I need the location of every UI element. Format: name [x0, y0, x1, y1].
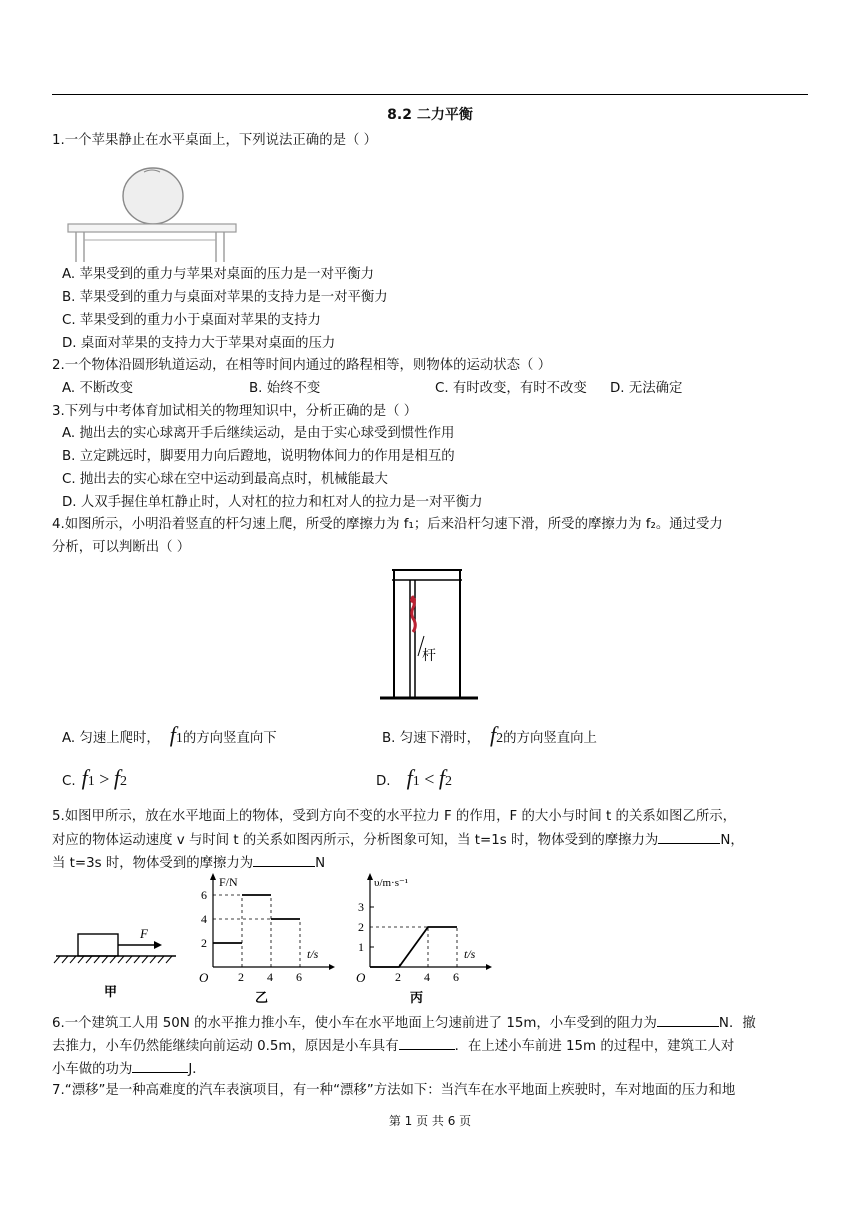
figure-jia — [52, 900, 182, 1004]
apple-table-figure — [62, 160, 242, 264]
q4-option-a-prefix: A. 匀速上爬时， — [62, 731, 160, 746]
q1-stem: 1.一个苹果静止在水平桌面上，下列说法正确的是（ ） — [52, 133, 378, 148]
q4-option-b[interactable] — [382, 720, 597, 754]
q5-answer-blank-2[interactable] — [253, 852, 315, 867]
figure-yi-caption: 乙 — [255, 990, 269, 1005]
q2-option-c[interactable]: C. 有时改变，有时不改变 — [435, 381, 587, 396]
q1-option-a[interactable]: A. 苹果受到的重力与苹果对桌面的压力是一对平衡力 — [62, 267, 375, 282]
f-ytick-2: 6 — [201, 888, 207, 902]
force-label: F — [140, 926, 148, 941]
q3-option-c[interactable]: C. 抛出去的实心球在空中运动到最高点时，机械能最大 — [62, 472, 388, 487]
q4-option-c-f1: f — [81, 765, 88, 790]
q4-option-c-operator: > — [94, 769, 114, 789]
chart-velocity-time — [352, 872, 502, 1008]
chart-force-time — [195, 872, 335, 1008]
q4-option-d-operator: < — [419, 769, 439, 789]
q2-option-d[interactable]: D. 无法确定 — [610, 381, 683, 396]
q6-line3 — [52, 1058, 206, 1081]
q4-option-d[interactable] — [376, 763, 452, 797]
chart-f-xlabel: t/s — [307, 947, 319, 961]
chart-v-xlabel: t/s — [464, 947, 476, 961]
v-series-line — [370, 927, 457, 967]
f-xtick-1: 4 — [267, 970, 273, 984]
q4-stem-line2: 分析，可以判断出（ ） — [52, 540, 191, 555]
q5-line2 — [52, 829, 744, 852]
q6-line2-suffix: ．在上述小车前进 15m 的过程中，建筑工人对 — [454, 1039, 735, 1054]
chart-f-y-arrow — [210, 873, 216, 880]
q1-option-b[interactable]: B. 苹果受到的重力与桌面对苹果的支持力是一对平衡力 — [62, 290, 388, 305]
chart-f-origin: O — [199, 970, 209, 985]
q2-stem: 2.一个物体沿圆形轨道运动，在相等时间内通过的路程相等，则物体的运动状态（ ） — [52, 358, 552, 373]
q2-option-a[interactable]: A. 不断改变 — [62, 381, 133, 396]
q3-option-a[interactable]: A. 抛出去的实心球离开手后继续运动，是由于实心球受到惯性作用 — [62, 426, 455, 441]
v-ytick-1: 2 — [358, 920, 364, 934]
q5-line3-text: 当 t=3s 时，物体受到的摩擦力为 — [52, 856, 254, 871]
q4-option-c-f2: f — [113, 765, 121, 790]
q4-option-d-sub2: 2 — [444, 774, 452, 789]
q4-option-c-prefix: C. — [62, 774, 76, 789]
q6-line2 — [52, 1035, 734, 1058]
chart-v-origin: O — [356, 970, 366, 985]
q5-answer-blank-1[interactable] — [658, 829, 720, 844]
v-xtick-1: 4 — [424, 970, 430, 984]
f-ytick-0: 2 — [201, 936, 207, 950]
pole-label: 杆 — [422, 649, 436, 664]
q5-line3-unit: N — [315, 856, 326, 871]
chart-f-ylabel: F/N — [219, 875, 238, 889]
q5-line2-unit: N， — [720, 833, 744, 848]
q5-line1: 5.如图甲所示，放在水平地面上的物体，受到方向不变的水平拉力 F 的作用，F 的大小与时间 t 的关系如图乙所示， — [52, 809, 737, 824]
pole-climbing-figure — [378, 566, 480, 706]
q4-option-d-sub1: 1 — [412, 774, 420, 789]
q3-stem: 3.下列与中考体育加试相关的物理知识中，分析正确的是（ ） — [52, 404, 418, 419]
q2-option-b[interactable]: B. 始终不变 — [249, 381, 321, 396]
q6-line1-text: 6.一个建筑工人用 50N 的水平推力推小车，使小车在水平地面上匀速前进了 15m，小车受到的阻力为 — [52, 1016, 657, 1031]
q4-option-a-subscript: 1 — [175, 731, 183, 746]
q4-option-a-symbol: f — [169, 722, 176, 747]
q4-option-d-f1: f — [406, 765, 413, 790]
q6-line1 — [52, 1012, 756, 1035]
f-xtick-0: 2 — [238, 970, 244, 984]
v-ytick-0: 1 — [358, 940, 364, 954]
q4-option-c-sub1: 1 — [87, 774, 95, 789]
f-xtick-2: 6 — [296, 970, 302, 984]
chart-f-x-arrow — [329, 964, 335, 970]
q4-option-b-subscript: 2 — [496, 731, 504, 746]
page-footer: 第 1 页 共 6 页 — [388, 1114, 472, 1128]
q4-option-a[interactable] — [62, 720, 277, 754]
q4-option-d-prefix: D. — [376, 774, 391, 789]
header-rule — [52, 94, 808, 95]
q5-line2-text: 对应的物体运动速度 v 与时间 t 的关系如图丙所示，分析图象可知，当 t=1s 时，物体受到的摩擦力为 — [52, 833, 659, 848]
q4-stem-line1: 4.如图所示，小明沿着竖直的杆匀速上爬，所受的摩擦力为 f₁；后来沿杆匀速下滑，所受的摩擦力为 f₂。通过受力 — [52, 517, 723, 532]
q6-answer-blank-2[interactable] — [399, 1035, 455, 1050]
q4-option-c[interactable] — [62, 763, 127, 797]
chart-v-ylabel: υ/m·s⁻¹ — [374, 877, 409, 889]
q4-option-b-prefix: B. 匀速下滑时， — [382, 731, 481, 746]
q1-option-d[interactable]: D. 桌面对苹果的支持力大于苹果对桌面的压力 — [62, 336, 336, 351]
q4-option-b-suffix: 的方向竖直向上 — [503, 731, 597, 746]
q6-answer-blank-1[interactable] — [657, 1012, 719, 1027]
q7-line1: 7.“漂移”是一种高难度的汽车表演项目，有一种“漂移”方法如下：当汽车在水平地面上疾驶时，车对地面的压力和地 — [52, 1083, 736, 1098]
q6-line2-text: 去推力，小车仍然能继续向前运动 0.5m，原因是小车具有 — [52, 1039, 399, 1054]
q4-option-c-sub2: 2 — [120, 774, 128, 789]
q6-answer-blank-3[interactable] — [132, 1058, 188, 1073]
q4-option-a-suffix: 的方向竖直向下 — [182, 731, 277, 746]
page-title: 8.2 二力平衡 — [387, 107, 473, 123]
q6-line1-suffix: N．撤 — [718, 1016, 756, 1031]
v-xtick-2: 6 — [453, 970, 459, 984]
chart-v-y-arrow — [367, 873, 373, 880]
q6-line3-text: 小车做的功为 — [52, 1062, 133, 1077]
v-xtick-0: 2 — [395, 970, 401, 984]
f-ytick-1: 4 — [201, 912, 207, 926]
v-ytick-2: 3 — [358, 900, 364, 914]
q1-option-c[interactable]: C. 苹果受到的重力小于桌面对苹果的支持力 — [62, 313, 321, 328]
chart-v-x-arrow — [486, 964, 492, 970]
figure-bing-caption: 丙 — [410, 990, 424, 1005]
q3-option-b[interactable]: B. 立定跳远时，脚要用力向后蹬地，说明物体间力的作用是相互的 — [62, 449, 455, 464]
figure-jia-caption: 甲 — [104, 984, 118, 999]
q4-option-d-f2: f — [438, 765, 445, 790]
q6-line3-suffix: J． — [188, 1062, 206, 1077]
q4-option-b-symbol: f — [490, 722, 497, 747]
q3-option-d[interactable]: D. 人双手握住单杠静止时，人对杠的拉力和杠对人的拉力是一对平衡力 — [62, 495, 483, 510]
